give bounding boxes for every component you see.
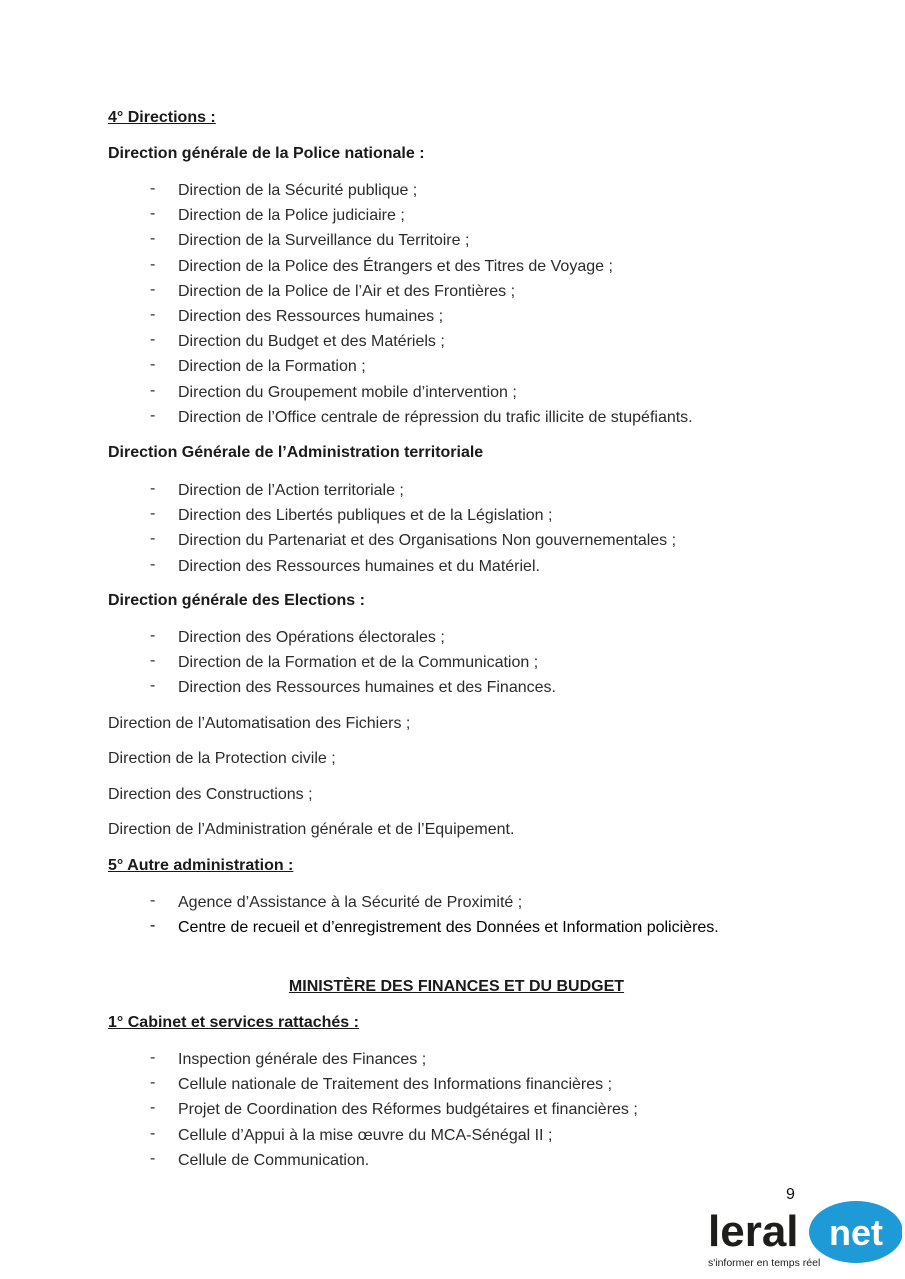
leral-net-logo bbox=[706, 1200, 902, 1272]
section-4-heading: 4° Directions : bbox=[108, 109, 216, 126]
dash-bullet: - bbox=[150, 652, 156, 670]
dge-title: Direction générale des Elections : bbox=[108, 592, 365, 609]
list-item: - Direction des Opérations électorales ; bbox=[150, 627, 445, 646]
section-5-list bbox=[150, 893, 719, 943]
logo-text-right: net bbox=[829, 1212, 883, 1253]
dash-bullet: - bbox=[150, 356, 156, 374]
dgat-list bbox=[150, 481, 676, 582]
cabinet-list bbox=[150, 1050, 638, 1176]
ministry-title: MINISTÈRE DES FINANCES ET DU BUDGET bbox=[288, 978, 625, 995]
dash-bullet: - bbox=[150, 305, 156, 323]
list-item: - Direction de la Police des Étrangers et des Titres de Voyage ; bbox=[150, 255, 613, 275]
dash-bullet: - bbox=[150, 331, 156, 349]
list-item: - Direction de la Police judiciaire ; bbox=[150, 205, 405, 225]
dash-bullet: - bbox=[150, 180, 156, 197]
cabinet-heading: 1° Cabinet et services rattachés : bbox=[108, 1014, 359, 1031]
dash-bullet: - bbox=[150, 1074, 156, 1092]
dash-bullet: - bbox=[150, 917, 156, 935]
list-item: - Agence d’Assistance à la Sécurité de Proximité ; bbox=[150, 892, 523, 911]
list-item: - Direction des Ressources humaines et des Finances. bbox=[150, 677, 556, 697]
dash-bullet: - bbox=[150, 280, 156, 298]
list-item: - Direction des Ressources humaines et du Matériel. bbox=[150, 555, 540, 575]
dgpn-list bbox=[150, 181, 693, 433]
dash-bullet: - bbox=[150, 627, 156, 644]
list-item: - Centre de recueil et d’enregistrement des Données et Information policières. bbox=[150, 917, 719, 937]
dash-bullet: - bbox=[150, 381, 156, 399]
list-item: - Direction de la Surveillance du Territoire ; bbox=[150, 230, 470, 250]
list-item: - Cellule d’Appui à la mise œuvre du MCA-Sénégal II ; bbox=[150, 1124, 553, 1144]
list-item: - Cellule de Communication. bbox=[150, 1149, 370, 1169]
list-item: - Direction de la Formation ; bbox=[150, 356, 366, 376]
list-item: - Direction de la Formation et de la Communication ; bbox=[150, 652, 539, 672]
list-item: - Inspection générale des Finances ; bbox=[150, 1049, 427, 1068]
list-item: - Direction de l’Action territoriale ; bbox=[150, 480, 404, 499]
list-item: - Direction de la Sécurité publique ; bbox=[150, 180, 418, 199]
dash-bullet: - bbox=[150, 255, 156, 273]
list-item: - Direction du Groupement mobile d’intervention ; bbox=[150, 381, 517, 401]
standalone-direction: Direction de l’Administration générale et de l’Equipement. bbox=[108, 821, 515, 838]
dash-bullet: - bbox=[150, 1124, 156, 1142]
standalone-direction: Direction des Constructions ; bbox=[108, 786, 313, 803]
dash-bullet: - bbox=[150, 555, 156, 573]
dash-bullet: - bbox=[150, 480, 156, 497]
list-item: - Direction de l’Office centrale de répression du trafic illicite de stupéfiants. bbox=[150, 406, 693, 426]
dash-bullet: - bbox=[150, 205, 156, 223]
dge-list bbox=[150, 628, 556, 704]
standalone-direction: Direction de l’Automatisation des Fichiers ; bbox=[108, 715, 411, 732]
section-5-heading: 5° Autre administration : bbox=[108, 857, 294, 874]
dash-bullet: - bbox=[150, 505, 156, 523]
page-number: 9 bbox=[786, 1186, 795, 1203]
list-item: - Direction de la Police de l’Air et des Frontières ; bbox=[150, 280, 516, 300]
dgpn-title: Direction générale de la Police nationale : bbox=[108, 145, 425, 162]
list-item: - Direction des Ressources humaines ; bbox=[150, 305, 444, 325]
list-item: - Direction du Budget et des Matériels ; bbox=[150, 331, 445, 351]
dash-bullet: - bbox=[150, 892, 156, 909]
list-item: - Cellule nationale de Traitement des Informations financières ; bbox=[150, 1074, 613, 1094]
list-item: - Projet de Coordination des Réformes budgétaires et financières ; bbox=[150, 1099, 638, 1119]
logo-tagline: s'informer en temps réel bbox=[708, 1257, 821, 1269]
list-item: - Direction du Partenariat et des Organisations Non gouvernementales ; bbox=[150, 530, 677, 550]
dgat-title: Direction Générale de l’Administration territoriale bbox=[108, 444, 484, 461]
dash-bullet: - bbox=[150, 1099, 156, 1117]
list-item: - Direction des Libertés publiques et de la Législation ; bbox=[150, 505, 553, 525]
dash-bullet: - bbox=[150, 406, 156, 424]
standalone-direction: Direction de la Protection civile ; bbox=[108, 750, 336, 767]
dash-bullet: - bbox=[150, 1149, 156, 1167]
dash-bullet: - bbox=[150, 1049, 156, 1066]
dash-bullet: - bbox=[150, 230, 156, 248]
dash-bullet: - bbox=[150, 677, 156, 695]
dash-bullet: - bbox=[150, 530, 156, 548]
logo-text-left: leral bbox=[708, 1207, 799, 1256]
